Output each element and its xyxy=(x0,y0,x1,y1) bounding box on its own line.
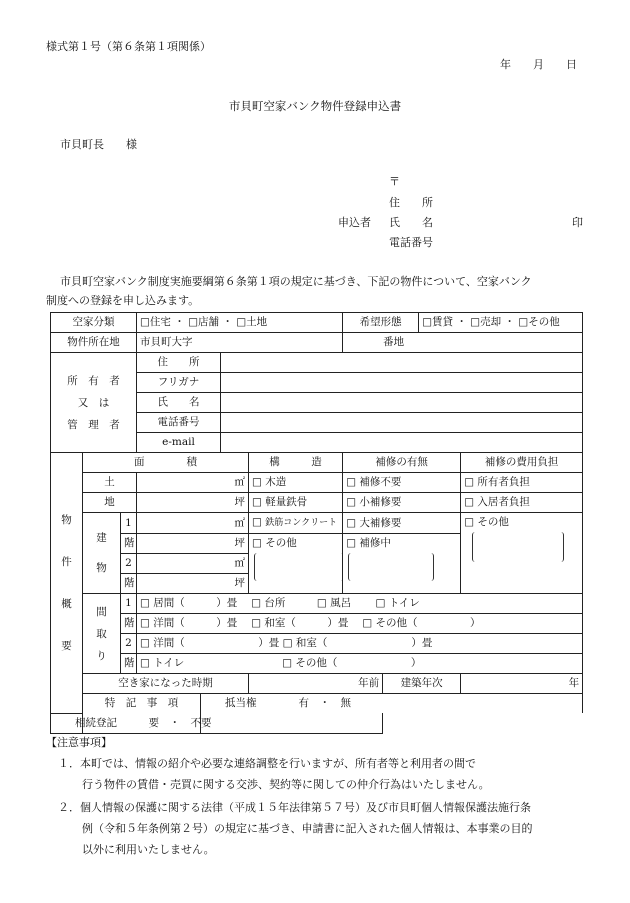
seal-mark: 印 xyxy=(572,216,583,229)
vacant-since-label: 空き家になった時期 xyxy=(83,674,249,694)
owner-name-label: 氏 名 xyxy=(137,393,221,413)
area-header: 面 積 xyxy=(83,453,249,473)
cost-other-cell[interactable] xyxy=(461,513,583,594)
desired-options[interactable]: □賃貸 ・ □売却 ・ □その他 xyxy=(419,313,583,333)
vacant-since-field[interactable]: 年前 xyxy=(249,674,383,694)
land-label-1: 土 xyxy=(83,473,137,493)
struct-other-bracket[interactable] xyxy=(254,553,343,581)
repair-small-checkbox[interactable]: □ 小補修要 xyxy=(343,493,461,513)
cost-other-checkbox: □ その他 xyxy=(464,516,509,528)
form-number: 様式第１号（第６条第１項関係） xyxy=(46,40,211,53)
applicant-address-label: 住 所 xyxy=(389,196,433,209)
floor1-layout-row1[interactable]: □ 居間（ ）畳 □ 台所 □ 風呂 □ トイレ xyxy=(137,594,583,614)
location-field[interactable]: 市貝町大字 xyxy=(137,333,343,353)
page-title: 市貝町空家バンク物件登録申込書 xyxy=(228,99,402,113)
cost-other-bracket[interactable] xyxy=(472,532,564,562)
repair-doing-checkbox: □ 補修中 xyxy=(346,537,391,549)
layout-floor-1-number: 1 xyxy=(121,594,137,614)
cost-tenant-checkbox[interactable]: □ 入居者負担 xyxy=(461,493,583,513)
addressee: 市貝町長 様 xyxy=(60,138,137,151)
floor2-layout-row1[interactable]: □ 洋間（ ）畳 □ 和室（ ）畳 xyxy=(137,634,583,654)
category-options[interactable]: □住宅 ・ □店舗 ・ □土地 xyxy=(137,313,343,333)
note-1-line-2: 行う物件の賃借・売買に関する交渉、契約等に関しての仲介行為はいたしません。 xyxy=(82,778,490,791)
cost-owner-checkbox[interactable]: □ 所有者負担 xyxy=(461,473,583,493)
special-notes-label: 特 記 事 項 xyxy=(83,694,201,734)
repair-none-checkbox[interactable]: □ 補修不要 xyxy=(343,473,461,493)
registration-table xyxy=(50,312,583,734)
struct-steel-checkbox[interactable]: □ 軽量鉄骨 xyxy=(249,493,343,513)
floor-2-kai: 階 xyxy=(121,574,137,594)
owner-name-field[interactable] xyxy=(221,393,583,413)
applicant-label: 申込者 xyxy=(338,216,371,229)
struct-rc-checkbox[interactable]: □ 鉄筋コンクリート xyxy=(249,513,343,534)
floor1-layout-row2[interactable]: □ 洋間（ ）畳 □ 和室（ ）畳 □ その他（ ） xyxy=(137,614,583,634)
postal-mark: 〒 xyxy=(389,175,400,188)
desired-label: 希望形態 xyxy=(343,313,419,333)
applicant-phone-label: 電話番号 xyxy=(389,236,433,249)
layout-label: 間 取 り xyxy=(83,594,121,674)
location-label: 物件所在地 xyxy=(51,333,137,353)
struct-wood-checkbox[interactable]: □ 木造 xyxy=(249,473,343,493)
repair-large-checkbox[interactable]: □ 大補修要 xyxy=(343,513,461,534)
built-year-label: 建築年次 xyxy=(383,674,461,694)
category-label: 空家分類 xyxy=(51,313,137,333)
intro-line-2: 制度への登録を申し込みます。 xyxy=(46,294,200,307)
repair-header: 補修の有無 xyxy=(343,453,461,473)
floor-1-number: 1 xyxy=(121,513,137,534)
note-1-line-1: １．本町では、情報の紹介や必要な連絡調整を行いますが、所有者等と利用者の間で xyxy=(58,757,476,770)
note-2-line-3: 以外に利用いたしません。 xyxy=(82,843,215,856)
built-year-field[interactable]: 年 xyxy=(461,674,583,694)
repair-bracket[interactable] xyxy=(348,553,434,581)
land-m2-field[interactable]: ㎡ xyxy=(137,473,249,493)
notes-heading: 【注意事項】 xyxy=(46,736,112,749)
owner-email-label: e-mail xyxy=(137,433,221,453)
owner-address-label: 住 所 xyxy=(137,353,221,373)
layout-floor-2-kai: 階 xyxy=(121,654,137,674)
date-field[interactable]: 年 月 日 xyxy=(500,58,577,71)
owner-furigana-label: フリガナ xyxy=(137,373,221,393)
floor2-tsubo-field[interactable]: 坪 xyxy=(137,574,249,594)
note-2-line-2: 例（令和５年条例第２号）の規定に基づき、申請書に記入された個人情報は、本事業の目的 xyxy=(82,822,533,835)
inheritance-options[interactable]: 相続登記 要 ・ 不要 xyxy=(51,713,383,733)
applicant-name-label: 氏 名 xyxy=(389,216,433,229)
structure-header: 構 造 xyxy=(249,453,343,473)
property-overview-label: 物 件 概 要 xyxy=(51,453,83,714)
struct-other-cell[interactable] xyxy=(249,534,343,594)
struct-other-checkbox: □ その他 xyxy=(252,537,297,549)
layout-floor-2-number: 2 xyxy=(121,634,137,654)
intro-line-1: 市貝町空家バンク制度実施要綱第６条第１項の規定に基づき、下記の物件について、空家バンク xyxy=(60,275,532,288)
owner-phone-label: 電話番号 xyxy=(137,413,221,433)
owner-address-field[interactable] xyxy=(221,353,583,373)
land-tsubo-field[interactable]: 坪 xyxy=(137,493,249,513)
owner-email-field[interactable] xyxy=(221,433,583,453)
owner-phone-field[interactable] xyxy=(221,413,583,433)
floor2-m2-field[interactable]: ㎡ xyxy=(137,554,249,574)
repair-doing-cell[interactable] xyxy=(343,534,461,594)
building-label: 建 物 xyxy=(83,513,121,594)
mortgage-options[interactable]: 抵当権 有 ・ 無 xyxy=(201,694,583,714)
cost-header: 補修の費用負担 xyxy=(461,453,583,473)
floor-1-kai: 階 xyxy=(121,534,137,554)
floor2-layout-row2[interactable]: □ トイレ □ その他（ ） xyxy=(137,654,583,674)
land-label-2: 地 xyxy=(83,493,137,513)
layout-floor-1-kai: 階 xyxy=(121,614,137,634)
owner-label: 所 有 者 又 は 管 理 者 xyxy=(51,353,137,453)
floor1-tsubo-field[interactable]: 坪 xyxy=(137,534,249,554)
floor-2-number: 2 xyxy=(121,554,137,574)
note-2-line-1: ２．個人情報の保護に関する法律（平成１５年法律第５７号）及び市貝町個人情報保護法施行条 xyxy=(58,801,531,814)
owner-furigana-field[interactable] xyxy=(221,373,583,393)
lot-field[interactable]: 番地 xyxy=(343,333,583,353)
floor1-m2-field[interactable]: ㎡ xyxy=(137,513,249,534)
